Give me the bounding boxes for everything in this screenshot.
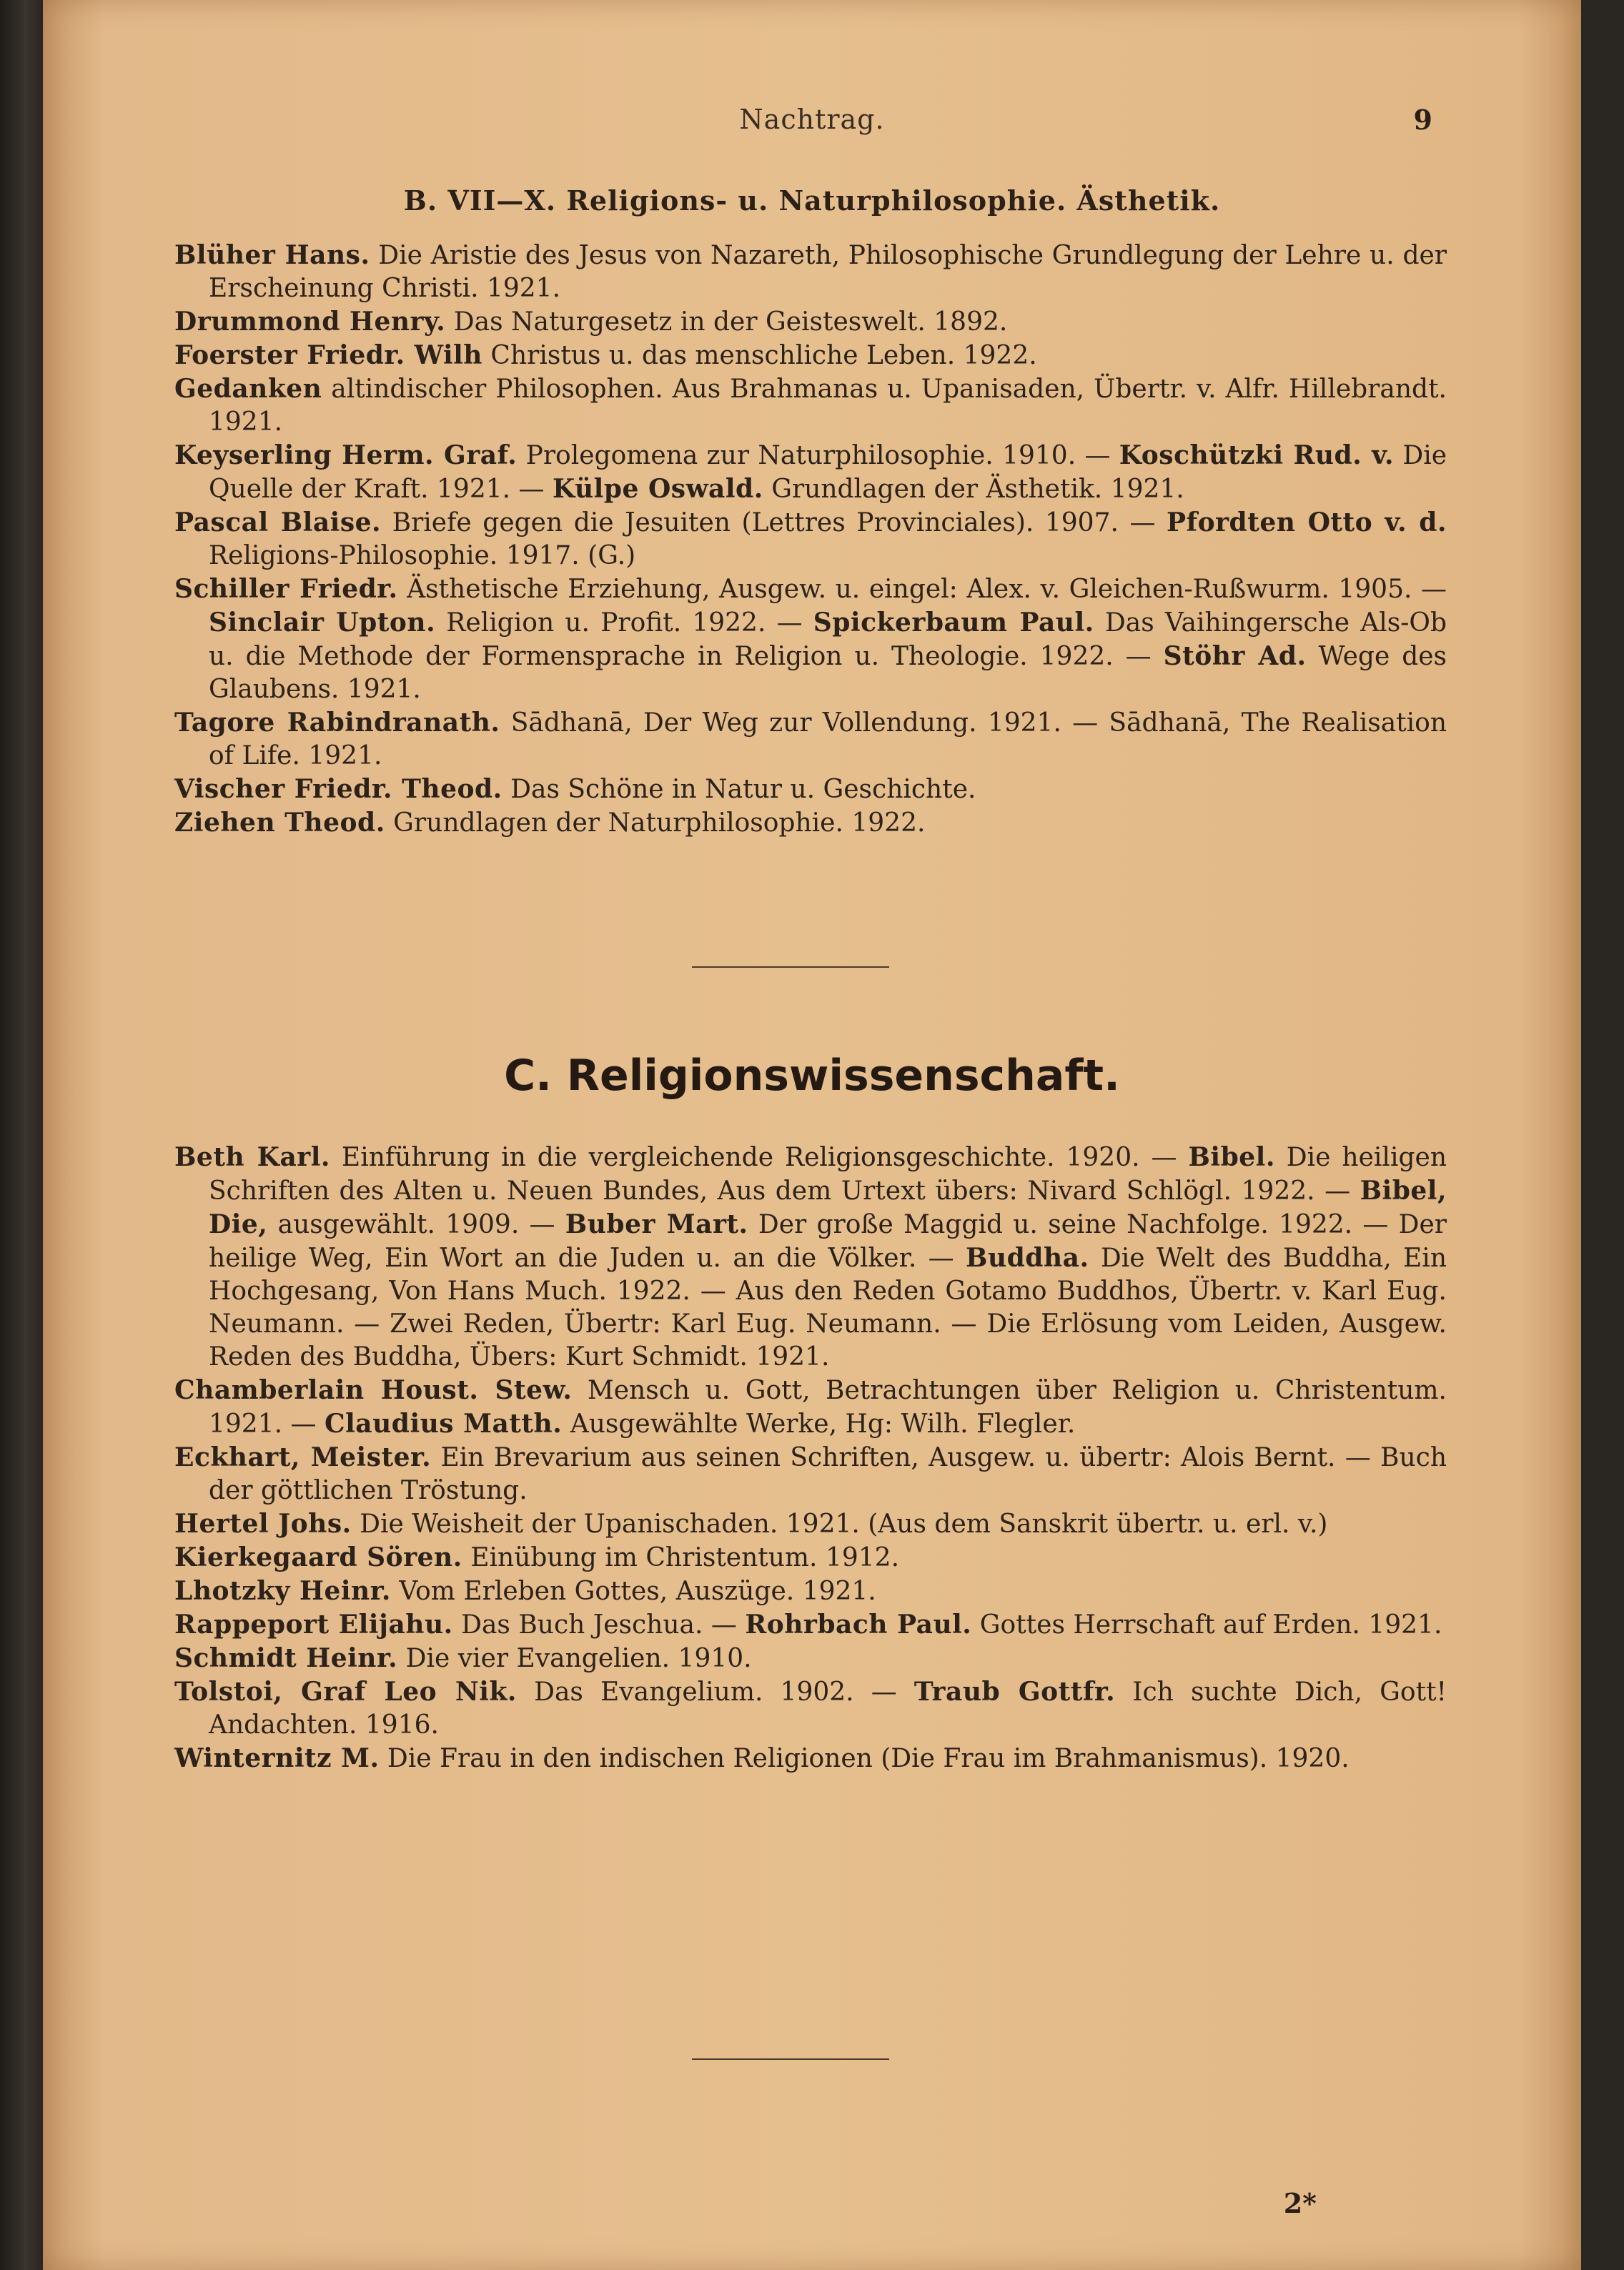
entry-author: Buddha. bbox=[966, 1243, 1089, 1273]
bibliography-entry bbox=[174, 305, 1447, 339]
entry-text: Ästhetische Erziehung, Ausgew. u. eingel: Alex. v. Gleichen-Rußwurm. 1905. — bbox=[397, 575, 1447, 604]
bibliography-entry bbox=[174, 773, 1447, 806]
bibliography-entry bbox=[174, 339, 1447, 372]
entry-author: Winternitz M. bbox=[174, 1743, 380, 1773]
entry-author: Claudius Matth. bbox=[324, 1409, 563, 1439]
entry-text: Christus u. das menschliche Leben. 1922. bbox=[482, 341, 1037, 370]
entry-author: Rohrbach Paul. bbox=[745, 1610, 972, 1640]
bibliography-entry bbox=[174, 806, 1447, 840]
entry-text: Grundlagen der Ästhetik. 1921. bbox=[763, 475, 1184, 504]
entry-text: Die Frau in den indischen Religionen (Die Frau im Brahmanismus). 1920. bbox=[379, 1744, 1350, 1773]
entry-author: Koschützki Rud. v. bbox=[1119, 440, 1394, 470]
entry-text: Einführung in die vergleichende Religionsgeschichte. 1920. — bbox=[330, 1143, 1189, 1172]
book-binding bbox=[0, 0, 43, 2270]
signature-mark: 2* bbox=[1283, 2187, 1317, 2219]
entry-text: Wege des Glaubens. 1921. bbox=[209, 642, 1447, 704]
bibliography-entry bbox=[174, 1374, 1447, 1441]
bibliography-entry bbox=[174, 506, 1447, 573]
entry-author: Pfordten Otto v. d. bbox=[1167, 507, 1447, 537]
entry-text: Die Weisheit der Upanischaden. 1921. (Aus dem Sanskrit übertr. u. erl. v.) bbox=[351, 1510, 1328, 1539]
section-b-heading: B. VII—X. Religions- u. Naturphilosophie. Ästhetik. bbox=[403, 184, 1221, 217]
entry-text: Das Schöne in Natur u. Geschichte. bbox=[502, 775, 976, 804]
entry-author: Beth Karl. bbox=[174, 1142, 330, 1172]
entry-author: Traub Gottfr. bbox=[914, 1677, 1116, 1707]
entry-text: ausgewählt. 1909. — bbox=[267, 1210, 565, 1239]
bibliography-entry bbox=[174, 1742, 1447, 1775]
entry-text: Das Evangelium. 1902. — bbox=[516, 1677, 914, 1707]
bibliography-entry bbox=[174, 1141, 1447, 1374]
entry-text: Briefe gegen die Jesuiten (Lettres Provinciales). 1907. — bbox=[381, 508, 1167, 537]
bibliography-entry bbox=[174, 1541, 1447, 1575]
entry-author: Külpe Oswald. bbox=[552, 474, 763, 504]
entry-text: Das Buch Jeschua. — bbox=[452, 1610, 746, 1640]
divider-rule bbox=[692, 2058, 889, 2060]
entry-author: Sinclair Upton. bbox=[209, 608, 436, 638]
bibliography-entry bbox=[174, 1575, 1447, 1608]
entry-text: altindischer Philosophen. Aus Brahmanas u. Upanisaden, Übertr. v. Alfr. Hillebrandt. 1921. bbox=[209, 375, 1447, 437]
entry-author: Ziehen Theod. bbox=[174, 808, 385, 838]
entry-text: Grundlagen der Naturphilosophie. 1922. bbox=[385, 808, 926, 838]
entry-author: Buber Mart. bbox=[565, 1209, 748, 1239]
entry-text: Die Aristie des Jesus von Nazareth, Philosophische Grundlegung der Lehre u. der Erscheinung Christi. 1921. bbox=[209, 241, 1447, 303]
entry-text: Das Vaihingersche Als-Ob u. die Methode der Formensprache in Religion u. Theologie. 1922. — bbox=[209, 608, 1447, 671]
entry-author: Tolstoi, Graf Leo Nik. bbox=[174, 1677, 517, 1707]
entry-author: Schiller Friedr. bbox=[174, 574, 398, 604]
bibliography-entry bbox=[174, 372, 1447, 439]
entry-author: Bibel. bbox=[1188, 1142, 1275, 1172]
entry-text: Die heiligen Schriften des Alten u. Neuen Bundes, Aus dem Urtext übers: Nivard Schlögl. 1922. — bbox=[209, 1143, 1447, 1206]
entry-text: Die Quelle der Kraft. 1921. — bbox=[209, 441, 1447, 504]
entry-author: Foerster Friedr. Wilh bbox=[174, 340, 482, 370]
entry-author: Pascal Blaise. bbox=[174, 507, 382, 537]
section-c-entries bbox=[174, 1141, 1447, 1775]
entry-author: Tagore Rabindranath. bbox=[174, 708, 500, 738]
bibliography-entry bbox=[174, 1608, 1447, 1642]
bibliography-entry bbox=[174, 239, 1447, 305]
entry-text: Vom Erleben Gottes, Auszüge. 1921. bbox=[390, 1577, 876, 1606]
entry-text: Das Naturgesetz in der Geisteswelt. 1892. bbox=[445, 307, 1008, 337]
bibliography-entry bbox=[174, 1675, 1447, 1742]
entry-author: Spickerbaum Paul. bbox=[813, 608, 1094, 638]
bibliography-entry bbox=[174, 1441, 1447, 1507]
entry-text: Die Welt des Buddha, Ein Hochgesang, Von Hans Much. 1922. — Aus den Reden Gotamo Buddhos, Übertr. v. Karl Eug. Neumann. — Zwei Reden, Übertr: Karl Eug. Neumann. — Die Erlösung vom Leiden, Ausgew. Reden des Buddha, Übers: Kurt Schmidt. 1921. bbox=[209, 1244, 1447, 1372]
entry-author: Rappeport Elijahu. bbox=[174, 1610, 453, 1640]
bibliography-entry bbox=[174, 1507, 1447, 1541]
entry-text: Religion u. Profit. 1922. — bbox=[435, 608, 813, 638]
entry-author: Vischer Friedr. Theod. bbox=[174, 774, 502, 804]
bibliography-entry bbox=[174, 706, 1447, 773]
entry-text: Ich suchte Dich, Gott! Andachten. 1916. bbox=[209, 1677, 1447, 1740]
section-b-entries bbox=[174, 239, 1447, 840]
entry-text: Einübung im Christentum. 1912. bbox=[462, 1543, 900, 1572]
entry-text: Prolegomena zur Naturphilosophie. 1910. — bbox=[517, 441, 1119, 470]
bibliography-entry bbox=[174, 573, 1447, 706]
entry-author: Blüher Hans. bbox=[174, 240, 370, 270]
entry-author: Lhotzky Heinr. bbox=[174, 1576, 391, 1606]
entry-text: Ausgewählte Werke, Hg: Wilh. Flegler. bbox=[562, 1409, 1076, 1439]
page-number: 9 bbox=[1413, 104, 1432, 136]
entry-text: Ein Brevarium aus seinen Schriften, Ausgew. u. übertr: Alois Bernt. — Buch der göttlichen Tröstung. bbox=[209, 1443, 1447, 1505]
section-c-heading: C. Religionswissenschaft. bbox=[504, 1051, 1120, 1101]
entry-author: Keyserling Herm. Graf. bbox=[174, 440, 518, 470]
entry-author: Kierkegaard Sören. bbox=[174, 1542, 462, 1572]
entry-author: Bibel, Die, bbox=[209, 1176, 1447, 1239]
bibliography-entry bbox=[174, 1642, 1447, 1675]
bibliography-entry bbox=[174, 439, 1447, 506]
entry-author: Eckhart, Meister. bbox=[174, 1442, 432, 1472]
entry-text: Der große Maggid u. seine Nachfolge. 1922. — Der heilige Weg, Ein Wort an die Juden u. an die Völker. — bbox=[209, 1210, 1447, 1273]
book-page bbox=[43, 0, 1581, 2270]
entry-text: Gottes Herrschaft auf Erden. 1921. bbox=[971, 1610, 1442, 1640]
running-head bbox=[43, 104, 1581, 147]
entry-text: Die vier Evangelien. 1910. bbox=[397, 1644, 752, 1673]
entry-author: Hertel Johs. bbox=[174, 1509, 352, 1539]
entry-text: Mensch u. Gott, Betrachtungen über Religion u. Christentum. 1921. — bbox=[209, 1376, 1447, 1439]
entry-author: Chamberlain Houst. Stew. bbox=[174, 1375, 573, 1405]
entry-author: Stöhr Ad. bbox=[1163, 641, 1307, 671]
entry-author: Schmidt Heinr. bbox=[174, 1643, 398, 1673]
entry-text: Religions-Philosophie. 1917. (G.) bbox=[209, 541, 636, 570]
running-title: Nachtrag. bbox=[739, 104, 885, 135]
entry-author: Gedanken bbox=[174, 374, 322, 404]
entry-text: Sādhanā, Der Weg zur Vollendung. 1921. — Sādhanā, The Realisation of Life. 1921. bbox=[209, 708, 1447, 770]
entry-author: Drummond Henry. bbox=[174, 307, 446, 337]
divider-rule bbox=[692, 966, 889, 968]
